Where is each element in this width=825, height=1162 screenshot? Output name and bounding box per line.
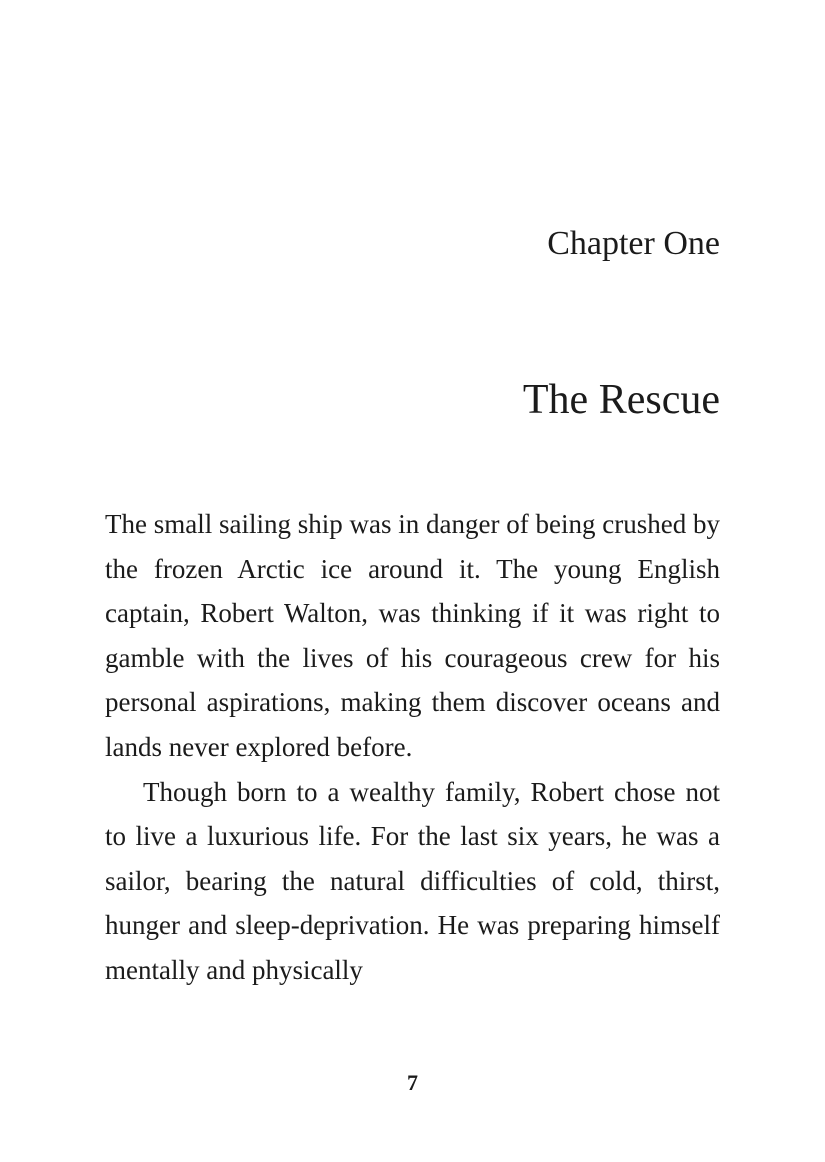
chapter-label: Chapter One	[547, 225, 720, 262]
page-number: 7	[407, 1070, 418, 1095]
paragraph-1: The small sailing ship was in danger of being crushed by the frozen Arctic ice around it. The young English captain, Robert Walton, was thinking if it was right to gamble with the lives of his courageous crew for his personal aspirations, making them discover oceans and lands never explored before.	[105, 509, 720, 762]
paragraph-2: Though born to a wealthy family, Robert chose not to live a luxurious life. For the last six years, he was a sailor, bearing the natural difficulties of cold, thirst, hunger and sleep-deprivation. He was preparing himself mentally and physically	[105, 776, 720, 985]
chapter-title: The Rescue	[522, 377, 720, 423]
chapter-body	[105, 502, 720, 993]
